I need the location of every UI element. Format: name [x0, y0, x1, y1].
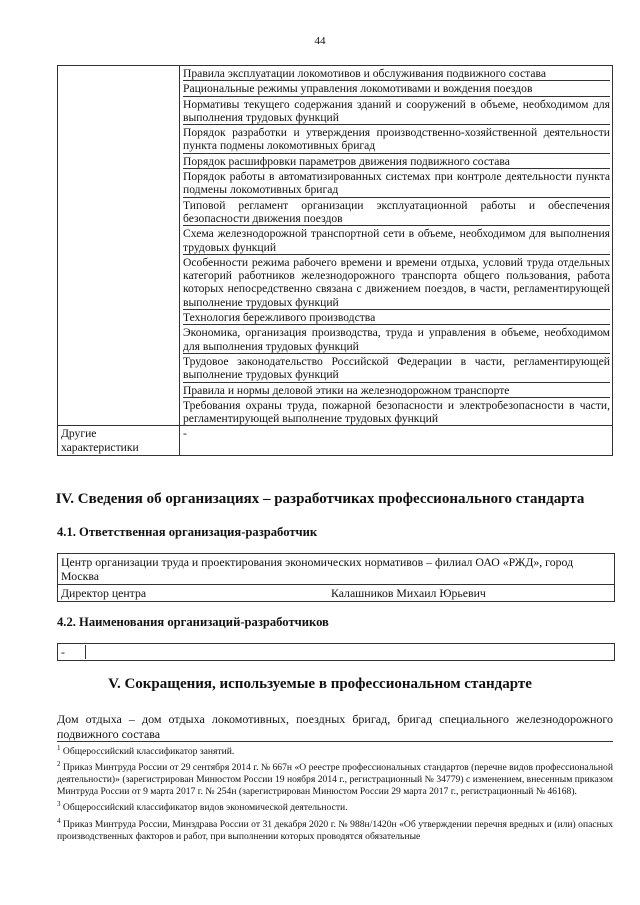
list-item: Типовой регламент организации эксплуатационной работы и обеспечения безопасности движения поездов: [183, 198, 610, 225]
footnote-number: 3: [57, 800, 61, 809]
list-item: Нормативы текущего содержания зданий и сооружений в объеме, необходимом для выполнения трудовых функций: [183, 97, 610, 124]
list-item: Порядок разработки и утверждения производственно-хозяйственной деятельности пункта подмены локомотивных бригад: [183, 126, 610, 153]
organization-name: Центр организации труда и проектирования экономических нормативов – филиал ОАО «РЖД», город Москва: [58, 554, 614, 585]
footnote-text: Общероссийский классификатор видов экономической деятельности.: [62, 802, 348, 814]
list-item: Экономика, организация производства, труда и управления в объеме, необходимом для выполнения трудовых функций: [183, 326, 610, 353]
director-position: Директор центра: [61, 586, 147, 600]
list-item: Порядок работы в автоматизированных системах при контроле деятельности пункта подмены локомотивных бригад: [183, 170, 610, 197]
responsible-organization-box: [57, 553, 615, 602]
table-label-cell-empty: [58, 66, 180, 426]
footnote-number: 1: [57, 744, 61, 752]
page-number: 44: [314, 35, 326, 47]
section-4-title: IV. Сведения об организациях – разработчиках профессионального стандарта: [55, 491, 585, 507]
subsection-4-1-title: 4.1. Ответственная организация-разработчик: [57, 525, 318, 539]
section-5-title: V. Сокращения, используемые в профессиональном стандарте: [108, 676, 532, 692]
other-characteristics-label: [58, 426, 180, 456]
developers-value: -: [61, 645, 86, 659]
list-item: Порядок расшифровки параметров движения подвижного состава: [183, 154, 610, 169]
list-item: Требования охраны труда, пожарной безопасности и электробезопасности в части, регламентирующей выполнение трудовых функций: [183, 398, 610, 426]
footnote: [57, 742, 613, 758]
list-item: Правила эксплуатации локомотивов и обслуживания подвижного состава: [183, 66, 610, 81]
list-item: Трудовое законодательство Российской Федерации в части, регламентирующей выполнение трудовых функций: [183, 354, 610, 382]
director-row: [58, 585, 614, 601]
footnote-number: 4: [57, 816, 61, 825]
footnote-text: Приказ Минтруда России, Минздрава России от 31 декабря 2020 г. № 988н/1420н «Об утверждении перечня вредных и (или) опасных производственных факторов и работ, при выполнении которых проводятся обязательные: [57, 818, 613, 842]
footnote-number: 2: [57, 760, 61, 769]
list-item: Схема железнодорожной транспортной сети в объеме, необходимом для выполнения трудовых функций: [183, 227, 610, 254]
table-row: [58, 66, 613, 426]
footnote-text: Приказ Минтруда России от 29 сентября 2014 г. № 667н «О реестре профессиональных стандартов (перечне видов профессиональной деятельности)» (зарегистрирован Минюстом России 19 ноября 2014 г., регистрационный № 34779) с изменением, внесенным приказом Минтруда России от 9 марта 2017 г. № 254н (зарегистрирован Минюстом России 29 марта 2017 г., регистрационный № 46168).: [57, 762, 613, 798]
list-item: Особенности режима рабочего времени и времени отдыха, условий труда отдельных категорий работников железнодорожного транспорта общего пользования, работа которых непосредственно связана с движением поездов, в части, регламентирующей выполнение трудовых функций: [183, 255, 610, 309]
subsection-4-2-title: 4.2. Наименования организаций-разработчиков: [57, 615, 329, 629]
list-item: Рациональные режимы управления локомотивами и вождения поездов: [183, 81, 610, 96]
table-row: [58, 426, 613, 456]
footnotes: [57, 741, 613, 843]
abbreviation-text: Дом отдыха – дом отдыха локомотивных, поездных бригад, бригад специального железнодорожного подвижного состава: [57, 712, 613, 741]
knowledge-table: [57, 65, 613, 456]
footnote: [57, 798, 613, 814]
footnote: [57, 758, 613, 798]
developers-box: [57, 643, 615, 661]
knowledge-list-cell: [180, 66, 613, 426]
other-characteristics-value-cell: [180, 426, 613, 456]
list-item: Правила и нормы деловой этики на железнодорожном транспорте: [183, 383, 610, 398]
footnote: [57, 815, 613, 843]
footnote-text: Общероссийский классификатор занятий.: [62, 746, 235, 758]
director-name: Калашников Михаил Юрьевич: [331, 586, 486, 600]
other-characteristics-text: Другие характеристики: [61, 427, 139, 454]
list-item: Технология бережливого производства: [183, 310, 610, 325]
developers-row: [58, 644, 614, 660]
other-characteristics-value: -: [183, 427, 187, 441]
